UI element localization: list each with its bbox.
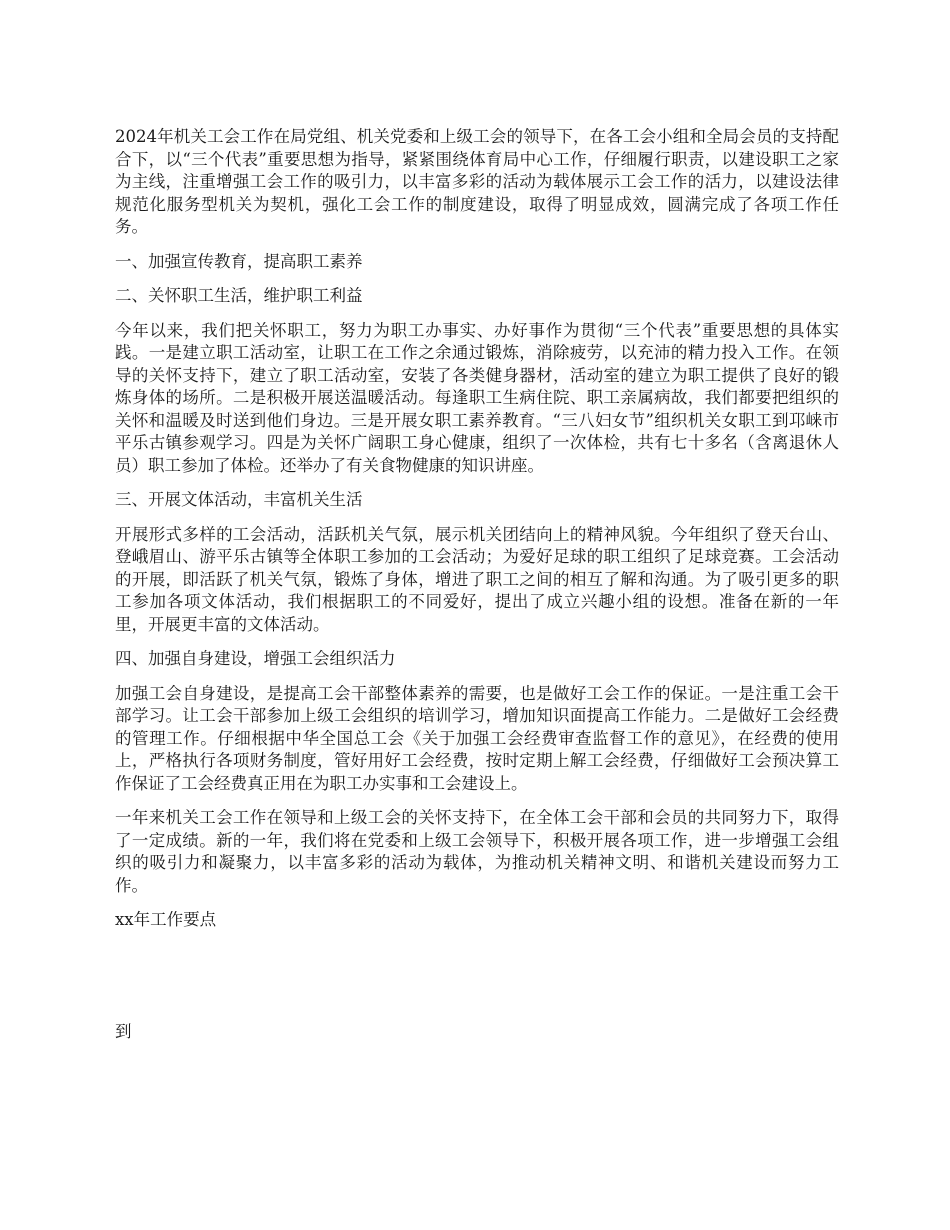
intro-paragraph: 2024年机关工会工作在局党组、机关党委和上级工会的领导下，在各工会小组和全局会员的支持配合下，以“三个代表”重要思想为指导，紧紧围绕体育局中心工作，仔细履行职责，以建设职工之家为主线，注重增强工会工作的吸引力，以丰富多彩的活动为载体展示工会工作的活力，以建设法律规范化服务型机关为契机，强化工会工作的制度建设，取得了明显成效，圆满完成了各项工作任务。 bbox=[115, 127, 839, 236]
work-points-heading: xx年工作要点 bbox=[115, 910, 217, 929]
section-heading-2: 二、关怀职工生活，维护职工利益 bbox=[115, 286, 363, 305]
section-heading-1: 一、加强宣传教育，提高职工素养 bbox=[115, 251, 363, 271]
trailing-text: 到 bbox=[115, 1022, 132, 1041]
conclusion-paragraph: 一年来机关工会工作在领导和上级工会的关怀支持下，在全体工会干部和会员的共同努力下，取得了一定成绩。新的一年，我们将在党委和上级工会领导下，积极开展各项工作，进一步增强工会组织的吸引力和凝聚力，以丰富多彩的活动为载体，为推动机关精神文明、和谐机关建设而努力工作。 bbox=[115, 808, 839, 895]
section-heading-3: 三、开展文体活动，丰富机关生活 bbox=[115, 490, 363, 509]
section-2-paragraph: 今年以来，我们把关怀职工，努力为职工办事实、办好事作为贯彻“三个代表”重要思想的具体实践。一是建立职工活动室，让职工在工作之余通过锻炼，消除疲劳，以充沛的精力投入工作。在领导的关怀支持下，建立了职工活动室，安装了各类健身器材，活动室的建立为职工提供了良好的锻炼身体的场所。二是积极开展送温暖活动。每逢职工生病住院、职工亲属病故，我们都要把组织的关怀和温暖及时送到他们身边。三是开展女职工素养教育。“三八妇女节”组织机关女职工到邛崃市平乐古镇参观学习。四是为关怀广阔职工身心健康，组织了一次体检，共有七十多名（含离退休人员）职工参加了体检。还举办了有关食物健康的知识讲座。 bbox=[115, 320, 839, 475]
section-3-paragraph: 开展形式多样的工会活动，活跃机关气氛，展示机关团结向上的精神风貌。今年组织了登天台山、登峨眉山、游平乐古镇等全体职工参加的工会活动；为爱好足球的职工组织了足球竞赛。工会活动的开展，即活跃了机关气氛，锻炼了身体，增进了职工之间的相互了解和沟通。为了吸引更多的职工参加各项文体活动，我们根据职工的不同爱好，提出了成立兴趣小组的设想。准备在新的一年里，开展更丰富的文体活动。 bbox=[115, 524, 839, 634]
document-body bbox=[115, 126, 839, 944]
section-4-paragraph: 加强工会自身建设，是提高工会干部整体素养的需要，也是做好工会工作的保证。一是注重工会干部学习。让工会干部参加上级工会组织的培训学习，增加知识面提高工作能力。二是做好工会经费的管理工作。仔细根据中华全国总工会《关于加强工会经费审查监督工作的意见》，在经费的使用上，严格执行各项财务制度，管好用好工会经费，按时定期上解工会经费，仔细做好工会预决算工作保证了工会经费真正用在为职工办实事和工会建设上。 bbox=[115, 683, 839, 793]
section-heading-4: 四、加强自身建设，增强工会组织活力 bbox=[115, 649, 396, 668]
